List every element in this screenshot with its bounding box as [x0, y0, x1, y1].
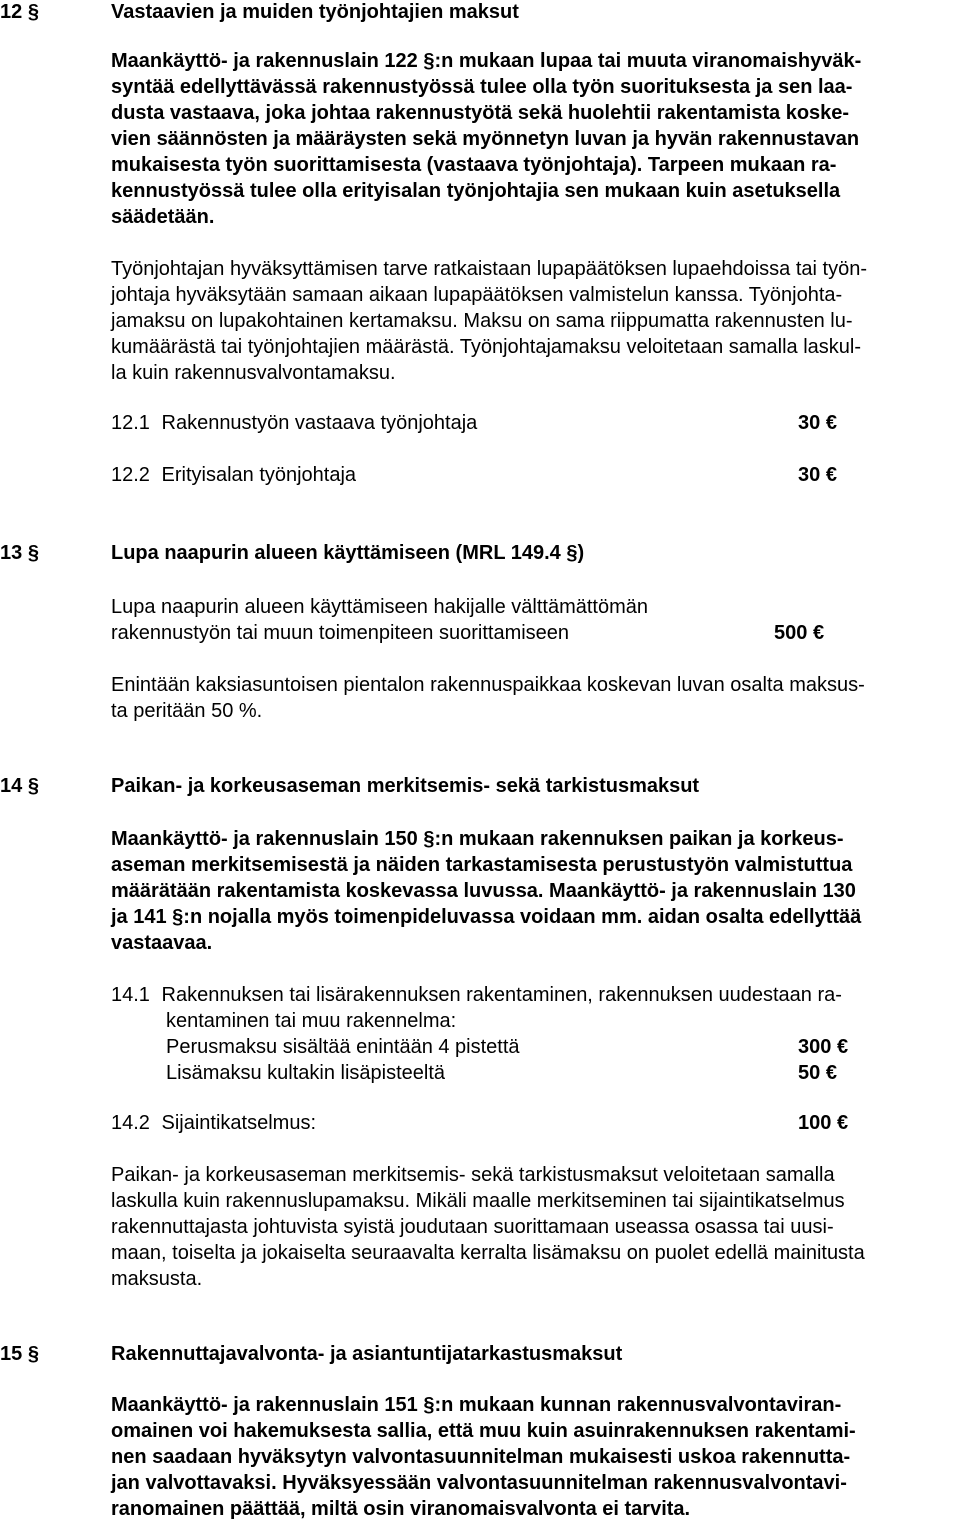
- paragraph-line: Työnjohtajan hyväksyttämisen tarve ratkaistaan lupapäätöksen lupaehdoissa tai työn-: [111, 258, 868, 280]
- paragraph-line: maan, toiselta ja jokaiselta seuraavalta kerralta lisämaksu on puolet edellä mainitusta: [111, 1242, 865, 1264]
- fee-subitem-label: Lisämaksu kultakin lisäpisteeltä: [166, 1062, 446, 1084]
- item-number: 12.2: [111, 464, 150, 486]
- fee-amount-14-1-base: 300 €: [798, 1036, 849, 1058]
- paragraph-line: ranomainen päättää, miltä osin viranomaisvalvonta ei tarvita.: [111, 1498, 691, 1520]
- paragraph-line: ja 141 §:n nojalla myös toimenpideluvassa voidaan mm. aidan osalta edellyttää: [111, 906, 862, 928]
- section-13-title: Lupa naapurin alueen käyttämiseen (MRL 149.4 §): [111, 542, 585, 564]
- section-15-number: 15 §: [0, 1343, 39, 1365]
- paragraph-line: Maankäyttö- ja rakennuslain 151 §:n mukaan kunnan rakennusvalvontaviran-: [111, 1394, 842, 1416]
- section-14-intro: [111, 826, 956, 956]
- fee-amount-12-1: 30 €: [798, 412, 837, 434]
- fee-amount-12-2: 30 €: [798, 464, 837, 486]
- item-number: 14.2: [111, 1112, 150, 1134]
- paragraph-line: ta peritään 50 %.: [111, 700, 263, 722]
- section-15-title: Rakennuttajavalvonta- ja asiantuntijatarkastusmaksut: [111, 1343, 623, 1365]
- paragraph-line: Maankäyttö- ja rakennuslain 150 §:n mukaan rakennuksen paikan ja korkeus-: [111, 828, 844, 850]
- item-label: Sijaintikatselmus:: [161, 1112, 317, 1134]
- item-label: Rakennuksen tai lisärakennuksen rakentaminen, rakennuksen uudestaan ra-: [161, 984, 842, 1006]
- paragraph-line: vien säännösten ja määräysten sekä myönnetyn luvan ja hyvän rakennustavan: [111, 128, 860, 150]
- section-13-fee-text-1: Lupa naapurin alueen käyttämiseen hakijalle välttämättömän: [111, 596, 649, 618]
- section-14-number: 14 §: [0, 775, 39, 797]
- section-13-fee-text-2: rakennustyön tai muun toimenpiteen suorittamiseen: [111, 622, 570, 644]
- paragraph-line: omainen voi hakemuksesta sallia, että muu kuin asuinrakennuksen rakentami-: [111, 1420, 856, 1442]
- paragraph-line: laskulla kuin rakennuslupamaksu. Mikäli maalle merkitseminen tai sijaintikatselmus: [111, 1190, 845, 1212]
- paragraph-line: jan valvottavaksi. Hyväksyessään valvontasuunnitelman rakennusvalvontavi-: [111, 1472, 847, 1494]
- paragraph-line: vastaavaa.: [111, 932, 213, 954]
- paragraph-line: kumäärästä tai työnjohtajien määrästä. Työnjohtajamaksu veloitetaan samalla laskul-: [111, 336, 862, 358]
- fee-amount-14-2: 100 €: [798, 1112, 849, 1134]
- paragraph-line: la kuin rakennusvalvontamaksu.: [111, 362, 396, 384]
- paragraph-line: syntää edellyttävässä rakennustyössä tulee olla työn suorituksesta ja sen laa-: [111, 76, 853, 98]
- paragraph-line: jamaksu on lupakohtainen kertamaksu. Maksu on sama riippumatta rakennusten lu-: [111, 310, 853, 332]
- section-12-number: 12 §: [0, 1, 39, 23]
- item-number: 14.1: [111, 984, 150, 1006]
- fee-amount-14-1-extra: 50 €: [798, 1062, 837, 1084]
- paragraph-line: kennustyössä tulee olla erityisalan työnjohtajia sen mukaan kuin asetuksella: [111, 180, 841, 202]
- fee-item-14-2: [111, 1110, 316, 1136]
- section-12-intro: [111, 48, 956, 230]
- paragraph-line: maksusta.: [111, 1268, 203, 1290]
- fee-amount-13: 500 €: [774, 622, 825, 644]
- paragraph-line: Paikan- ja korkeusaseman merkitsemis- sekä tarkistusmaksut veloitetaan samalla: [111, 1164, 835, 1186]
- section-14-title: Paikan- ja korkeusaseman merkitsemis- sekä tarkistusmaksut: [111, 775, 700, 797]
- paragraph-line: aseman merkitsemisestä ja näiden tarkastamisesta perustustyön valmistuttua: [111, 854, 853, 876]
- fee-item-14-1-line-2: kentaminen tai muu rakennelma:: [166, 1010, 457, 1032]
- paragraph-line: määrätään rakentamista koskevassa luvussa. Maankäyttö- ja rakennuslain 130: [111, 880, 856, 902]
- fee-item-14-1: [111, 982, 842, 1008]
- item-label: Rakennustyön vastaava työnjohtaja: [161, 412, 478, 434]
- paragraph-line: Maankäyttö- ja rakennuslain 122 §:n mukaan lupaa tai muuta viranomaishyväk-: [111, 50, 862, 72]
- paragraph-line: Enintään kaksiasuntoisen pientalon rakennuspaikkaa koskevan luvan osalta maksus-: [111, 674, 865, 696]
- paragraph-line: mukaisesta työn suorittamisesta (vastaava työnjohtaja). Tarpeen mukaan ra-: [111, 154, 837, 176]
- section-14-body: [111, 1162, 956, 1292]
- paragraph-line: johtaja hyväksytään samaan aikaan lupapäätöksen valmistelun kanssa. Työnjohta-: [111, 284, 843, 306]
- paragraph-line: säädetään.: [111, 206, 215, 228]
- fee-item-12-1: [111, 412, 477, 435]
- paragraph-line: rakennuttajasta johtuvista syistä joudutaan suorittamaan useassa osassa tai uusi-: [111, 1216, 834, 1238]
- item-label: Erityisalan työnjohtaja: [161, 464, 357, 486]
- section-13-note: [111, 672, 956, 724]
- section-12-body: [111, 256, 956, 386]
- paragraph-line: nen saadaan hyväksytyn valvontasuunnitelman mukaisesti uskoa rakennutta-: [111, 1446, 851, 1468]
- section-15-intro: [111, 1392, 956, 1522]
- section-13-number: 13 §: [0, 542, 39, 564]
- item-number: 12.1: [111, 412, 150, 434]
- section-12-title: Vastaavien ja muiden työnjohtajien maksut: [111, 1, 519, 23]
- fee-item-12-2: [111, 464, 356, 487]
- fee-subitem-label: Perusmaksu sisältää enintään 4 pistettä: [166, 1036, 520, 1058]
- paragraph-line: dusta vastaava, joka johtaa rakennustyötä sekä huolehtii rakentamista koske-: [111, 102, 850, 124]
